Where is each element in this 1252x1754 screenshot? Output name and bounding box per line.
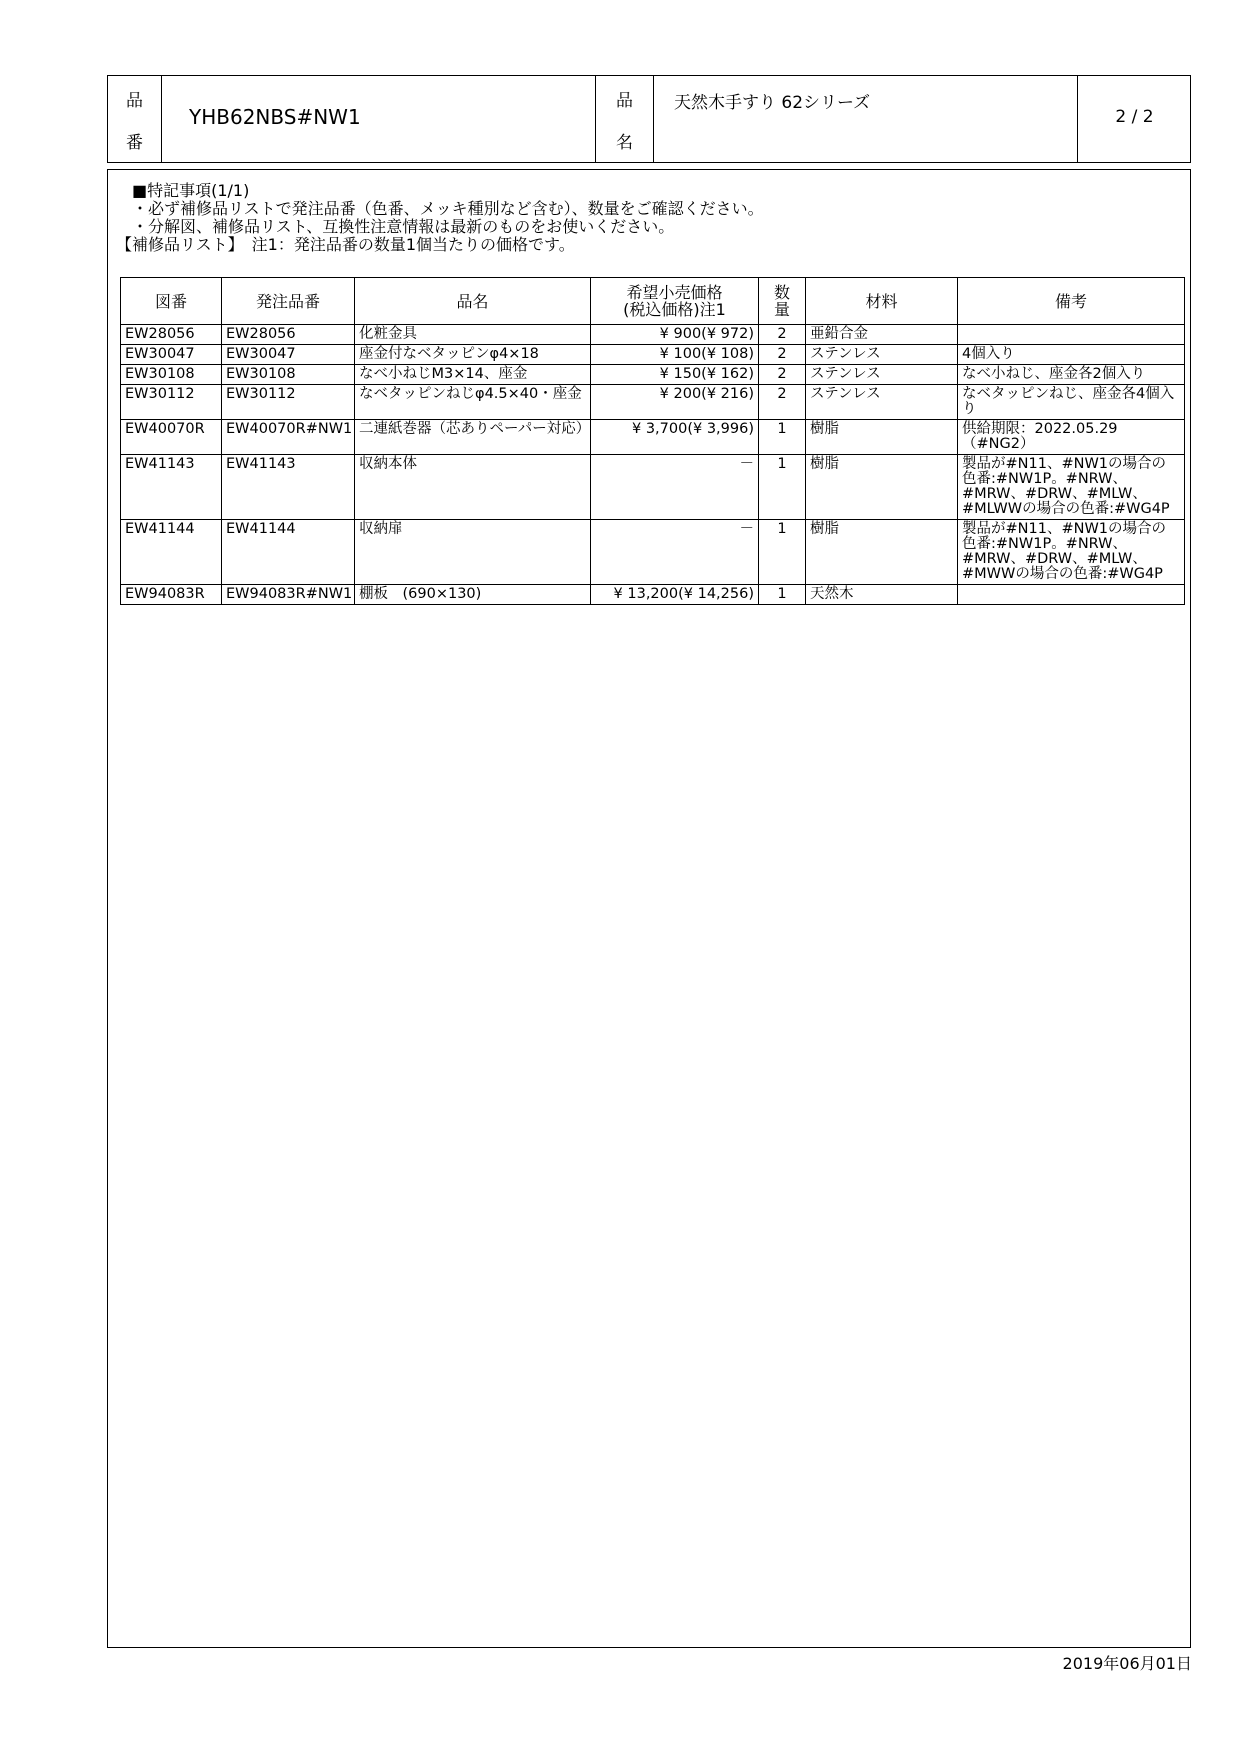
cell-material: ステンレス [806,345,958,365]
cell-remarks [958,325,1185,345]
cell-material: ステンレス [806,365,958,385]
header-price-line-1: 希望小売価格 [626,283,723,302]
header-qty-line-2: 量 [773,300,790,319]
cell-remarks: なベタッピンねじ、座金各4個入り [958,385,1185,420]
cell-name: 化粧金具 [355,325,591,345]
cell-price: ¥ 3,700(¥ 3,996) [591,420,759,455]
table-row [121,345,1185,365]
page-number-cell [1078,76,1191,162]
cell-order: EW41143 [222,455,355,520]
cell-fig: EW30047 [121,345,222,365]
cell-order: EW28056 [222,325,355,345]
product-name-label-2: 名 [616,133,633,153]
header-order-no: 発注品番 [222,278,355,325]
parts-list-heading: 【補修品リスト】 注1：発注品番の数量1個当たりの価格です。 [116,235,575,254]
cell-fig: EW41143 [121,455,222,520]
cell-price: ¥ 13,200(¥ 14,256) [591,585,759,605]
part-number: YHB62NBS#NW1 [189,105,361,129]
document-date: 2019年06月01日 [1062,1654,1192,1673]
header-remarks: 備考 [958,278,1185,325]
product-name-cell [654,76,1078,162]
notes-line-1: ・必ず補修品リストで発注品番（色番、メッキ種別など含む）、数量をご確認ください。 [132,199,764,218]
part-number-label-2: 番 [126,133,143,153]
table-row [121,585,1185,605]
product-name: 天然木手すり 62シリーズ [674,93,871,113]
cell-fig: EW28056 [121,325,222,345]
header-name: 品名 [355,278,591,325]
product-name-label-1: 品 [616,91,633,111]
cell-remarks: 4個入り [958,345,1185,365]
cell-price: ¥ 100(¥ 108) [591,345,759,365]
cell-material: ステンレス [806,385,958,420]
part-number-label-1: 品 [126,91,143,111]
cell-qty: 1 [759,420,806,455]
table-header-row [121,278,1185,325]
table-row [121,365,1185,385]
header-box [107,75,1191,163]
cell-name: なべ小ねじM3×14、座金 [355,365,591,385]
cell-qty: 1 [759,455,806,520]
special-notes [116,182,764,254]
header-price [591,278,759,325]
table-row [121,385,1185,420]
cell-price: ¥ 200(¥ 216) [591,385,759,420]
cell-fig: EW30112 [121,385,222,420]
cell-remarks: なべ小ねじ、座金各2個入り [958,365,1185,385]
notes-title: ■特記事項(1/1) [132,181,250,200]
header-material: 材料 [806,278,958,325]
cell-fig: EW30108 [121,365,222,385]
cell-order: EW30112 [222,385,355,420]
table-row [121,420,1185,455]
cell-remarks: 製品が#N11、#NW1の場合の色番:#NW1P。#NRW、#MRW、#DRW、#MLW、#MLWWの場合の色番:#WG4P [958,455,1185,520]
main-box [107,169,1191,1648]
header-qty-line-1: 数 [773,283,790,302]
cell-material: 樹脂 [806,420,958,455]
cell-qty: 2 [759,385,806,420]
cell-price: － [591,455,759,520]
cell-qty: 2 [759,365,806,385]
table-row [121,455,1185,520]
cell-qty: 1 [759,520,806,585]
part-number-cell [162,76,596,162]
cell-material: 天然木 [806,585,958,605]
notes-line-2: ・分解図、補修品リスト、互換性注意情報は最新のものをお使いください。 [132,217,675,236]
header-price-line-2: (税込価格)注1 [623,300,726,319]
header-qty [759,278,806,325]
cell-price: ¥ 150(¥ 162) [591,365,759,385]
cell-fig: EW94083R [121,585,222,605]
cell-order: EW40070R#NW1 [222,420,355,455]
cell-fig: EW40070R [121,420,222,455]
cell-fig: EW41144 [121,520,222,585]
cell-order: EW94083R#NW1 [222,585,355,605]
parts-table [120,277,1185,605]
cell-order: EW30047 [222,345,355,365]
cell-name: 収納本体 [355,455,591,520]
product-name-label [596,76,654,162]
table-row [121,325,1185,345]
cell-remarks: 供給期限：2022.05.29（#NG2） [958,420,1185,455]
cell-name: 棚板 (690×130) [355,585,591,605]
cell-qty: 1 [759,585,806,605]
cell-remarks [958,585,1185,605]
cell-name: 収納扉 [355,520,591,585]
cell-name: 座金付なベタッピンφ4×18 [355,345,591,365]
cell-order: EW41144 [222,520,355,585]
cell-price: － [591,520,759,585]
cell-qty: 2 [759,345,806,365]
cell-material: 樹脂 [806,520,958,585]
cell-material: 樹脂 [806,455,958,520]
cell-qty: 2 [759,325,806,345]
part-number-label [108,76,162,162]
cell-name: なベタッピンねじφ4.5×40・座金 [355,385,591,420]
table-row [121,520,1185,585]
cell-order: EW30108 [222,365,355,385]
cell-price: ¥ 900(¥ 972) [591,325,759,345]
header-fig-no: 図番 [121,278,222,325]
cell-remarks: 製品が#N11、#NW1の場合の色番:#NW1P。#NRW、#MRW、#DRW、#MLW、#MWWの場合の色番:#WG4P [958,520,1185,585]
page-number: 2 / 2 [1115,107,1154,127]
cell-name: 二連紙巻器（芯ありペーパー対応） [355,420,591,455]
cell-material: 亜鉛合金 [806,325,958,345]
